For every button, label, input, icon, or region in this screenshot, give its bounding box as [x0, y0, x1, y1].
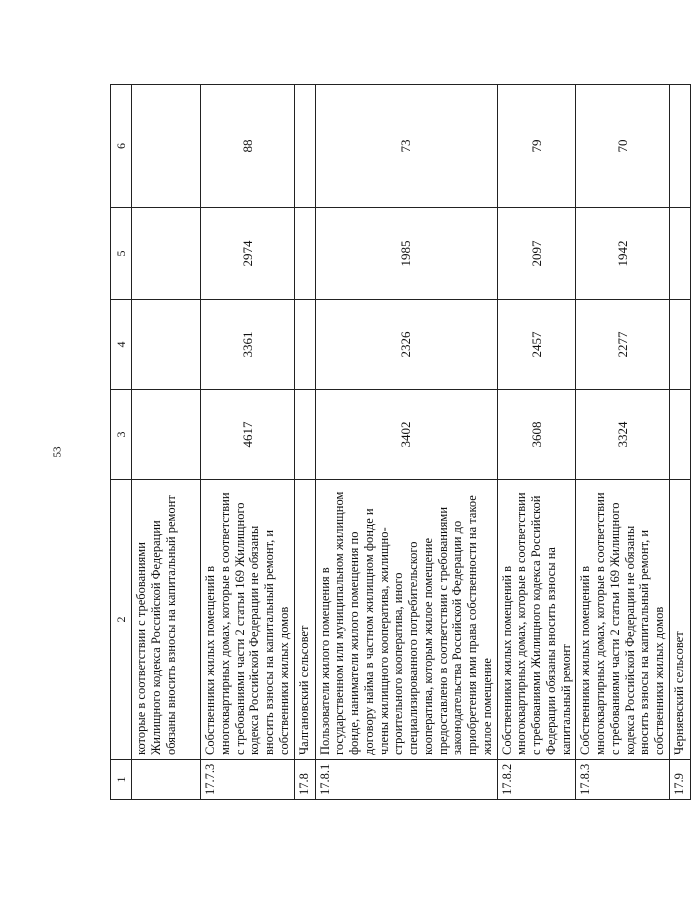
cell-col5: 1942	[576, 208, 670, 300]
header-cell: 2	[111, 480, 132, 760]
row-text: Собственники жилых помещений в многоквартирных домах, которые в соответствии с требованиями части 2 статьи 169 Жилищного кодекса Российской Федерации не обязаны вносить взносы на капитальный ремонт, и собственники жилых домов	[201, 480, 295, 760]
row-code: 17.7.3	[201, 760, 295, 800]
cell-col3	[294, 390, 315, 480]
row-text: Черняевский сельсовет	[669, 480, 690, 760]
header-cell: 4	[111, 300, 132, 390]
cell-col4: 2457	[497, 300, 576, 390]
header-cell: 6	[111, 85, 132, 208]
page-number: 53	[51, 446, 64, 458]
cell-col3	[132, 390, 201, 480]
row-code: 17.8.2	[497, 760, 576, 800]
cell-col6: 70	[576, 85, 670, 208]
row-code: 17.9	[669, 760, 690, 800]
cell-col3	[669, 390, 690, 480]
table-row	[315, 85, 497, 800]
row-text: Пользователи жилого помещения в государственном или муниципальном жилищном фонде, наниматели жилого помещения по договору найма в частном жилищном фонде и члены жилищного кооператива, жилищно-строительного кооператива, иного специализированного потребительского кооператива, которым жилое помещение предоставлено в соответствии с требованиями законодательства Российской Федерации до приобретения ими права собственности на такое жилое помещение	[315, 480, 497, 760]
cell-col4	[132, 300, 201, 390]
table-row	[576, 85, 670, 800]
row-code: 17.8.1	[315, 760, 497, 800]
table-row	[132, 85, 201, 800]
rotated-table-container	[110, 85, 686, 800]
cell-col6	[669, 85, 690, 208]
cell-col5	[294, 208, 315, 300]
header-cell: 3	[111, 390, 132, 480]
cell-col6: 88	[201, 85, 295, 208]
row-text: которые в соответствии с требованиями Жилищного кодекса Российской Федерации обязаны вносить взносы на капитальный ремонт	[132, 480, 201, 760]
header-cell: 1	[111, 760, 132, 800]
table-header-row	[111, 85, 132, 800]
cell-col6: 79	[497, 85, 576, 208]
cell-col5: 2097	[497, 208, 576, 300]
header-cell: 5	[111, 208, 132, 300]
cell-col5: 1985	[315, 208, 497, 300]
table-row	[669, 85, 690, 800]
data-table	[110, 84, 691, 800]
row-text: Собственники жилых помещений в многоквартирных домах, которые в соответствии с требованиями Жилищного кодекса Российской Федерации обязаны вносить взносы на капитальный ремонт	[497, 480, 576, 760]
table-row	[294, 85, 315, 800]
cell-col4	[294, 300, 315, 390]
row-code: 17.8	[294, 760, 315, 800]
cell-col3: 3402	[315, 390, 497, 480]
cell-col4: 2277	[576, 300, 670, 390]
row-text: Чалгановский сельсовет	[294, 480, 315, 760]
cell-col6	[132, 85, 201, 208]
table-row	[497, 85, 576, 800]
cell-col4: 3361	[201, 300, 295, 390]
cell-col4	[669, 300, 690, 390]
cell-col6	[294, 85, 315, 208]
cell-col5	[132, 208, 201, 300]
cell-col5: 2974	[201, 208, 295, 300]
cell-col4: 2326	[315, 300, 497, 390]
row-code: 17.8.3	[576, 760, 670, 800]
cell-col3: 4617	[201, 390, 295, 480]
cell-col5	[669, 208, 690, 300]
row-code	[132, 760, 201, 800]
cell-col6: 73	[315, 85, 497, 208]
cell-col3: 3324	[576, 390, 670, 480]
cell-col3: 3608	[497, 390, 576, 480]
table-row	[201, 85, 295, 800]
row-text: Собственники жилых помещений в многоквартирных домах, которые в соответствии с требованиями части 2 статьи 169 Жилищного кодекса Российской Федерации не обязаны вносить взносы на капитальный ремонт, и собственники жилых домов	[576, 480, 670, 760]
